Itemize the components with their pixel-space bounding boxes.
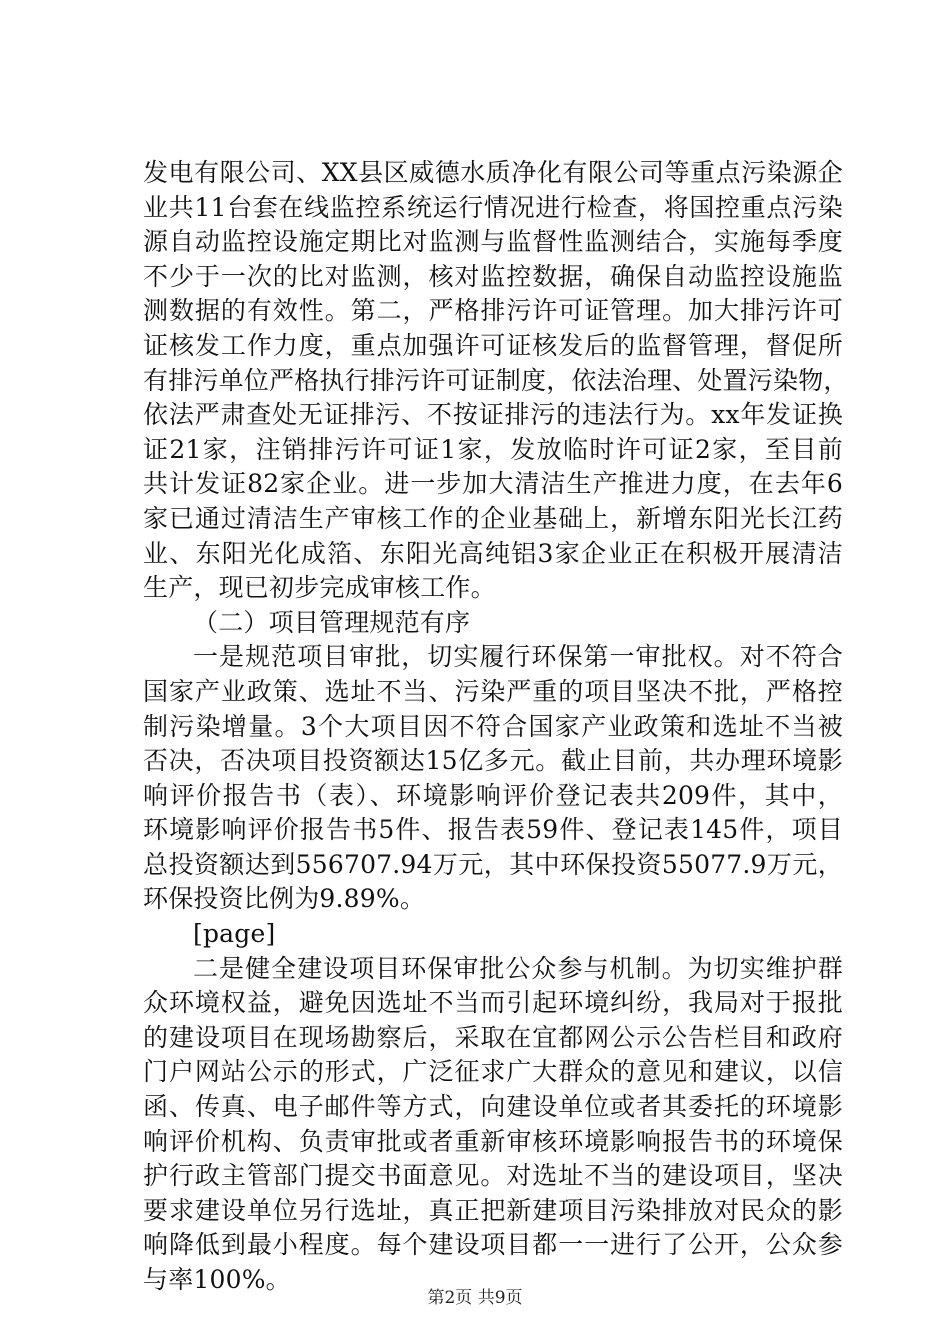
page-number: 第2页 共9页 [427, 1288, 523, 1308]
text-line: 要求建设单位另行选址，真正把新建项目污染排放对民众的影 [143, 1195, 843, 1225]
page-marker: [page] [193, 919, 276, 949]
text-line: 制污染增量。3个大项目因不符合国家产业政策和选址不当被 [143, 711, 843, 741]
text-line: 业共11台套在线监控系统运行情况进行检查，将国控重点污染 [143, 192, 843, 222]
text-line: 共计发证82家企业。进一步加大清洁生产推进力度，在去年6 [143, 469, 843, 499]
text-line: 与率100%。 [143, 1265, 291, 1294]
text-line: 环境影响评价报告书5件、报告表59件、登记表145件，项目 [143, 815, 843, 845]
text-line: 函、传真、电子邮件等方式，向建设单位或者其委托的环境影 [143, 1092, 843, 1122]
text-line: 有排污单位严格执行排污许可证制度，依法治理、处置污染物， [143, 365, 849, 395]
text-line: 响降低到最小程度。每个建设项目都一一进行了公开，公众参 [143, 1230, 843, 1260]
text-line: 发电有限公司、XX县区威德水质净化有限公司等重点污染源企 [143, 158, 843, 187]
text-line: 证21家，注销排污许可证1家，发放临时许可证2家，至目前 [143, 434, 843, 464]
text-line: 二是健全建设项目环保审批公众参与机制。为切实维护群 [193, 953, 843, 983]
text-line: 生产，现已初步完成审核工作。 [143, 573, 496, 603]
text-line: 环保投资比例为9.89%。 [143, 884, 426, 914]
text-line: 依法严肃查处无证排污、不按证排污的违法行为。xx年发证换 [143, 400, 843, 430]
text-line: 总投资额达到556707.94万元，其中环保投资55077.9万元， [143, 849, 843, 879]
text-line: 否决，否决项目投资额达15亿多元。截止目前，共办理环境影 [143, 746, 843, 776]
text-line: 护行政主管部门提交书面意见。对选址不当的建设项目，坚决 [143, 1161, 843, 1191]
text-line: 的建设项目在现场勘察后，采取在宜都网公示公告栏目和政府 [143, 1022, 843, 1052]
page-footer [0, 1287, 950, 1309]
text-line: 源自动监控设施定期比对监测与监督性监测结合，实施每季度 [143, 227, 843, 257]
text-line: 家已通过清洁生产审核工作的企业基础上，新增东阳光长江药 [143, 503, 843, 533]
text-line: 门户网站公示的形式，广泛征求广大群众的意见和建议，以信 [143, 1057, 843, 1087]
text-line: 响评价报告书（表）、环境影响评价登记表共209件，其中， [143, 780, 843, 810]
text-line: 响评价机构、负责审批或者重新审核环境影响报告书的环境保 [143, 1126, 843, 1156]
text-line: 不少于一次的比对监测，核对监控数据，确保自动监控设施监 [143, 261, 843, 291]
text-line: 一是规范项目审批，切实履行环保第一审批权。对不符合 [193, 642, 843, 672]
text-line: 国家产业政策、选址不当、污染严重的项目坚决不批，严格控 [143, 676, 843, 706]
section-heading: （二）项目管理规范有序 [193, 607, 471, 637]
text-line: 业、东阳光化成箔、东阳光高纯铝3家企业正在积极开展清洁 [143, 538, 843, 568]
text-line: 众环境权益，避免因选址不当而引起环境纠纷，我局对于报批 [143, 988, 843, 1018]
text-line: 证核发工作力度，重点加强许可证核发后的监督管理，督促所 [143, 330, 843, 360]
document-body [143, 156, 849, 1298]
text-line: 测数据的有效性。第二，严格排污许可证管理。加大排污许可 [143, 296, 843, 326]
